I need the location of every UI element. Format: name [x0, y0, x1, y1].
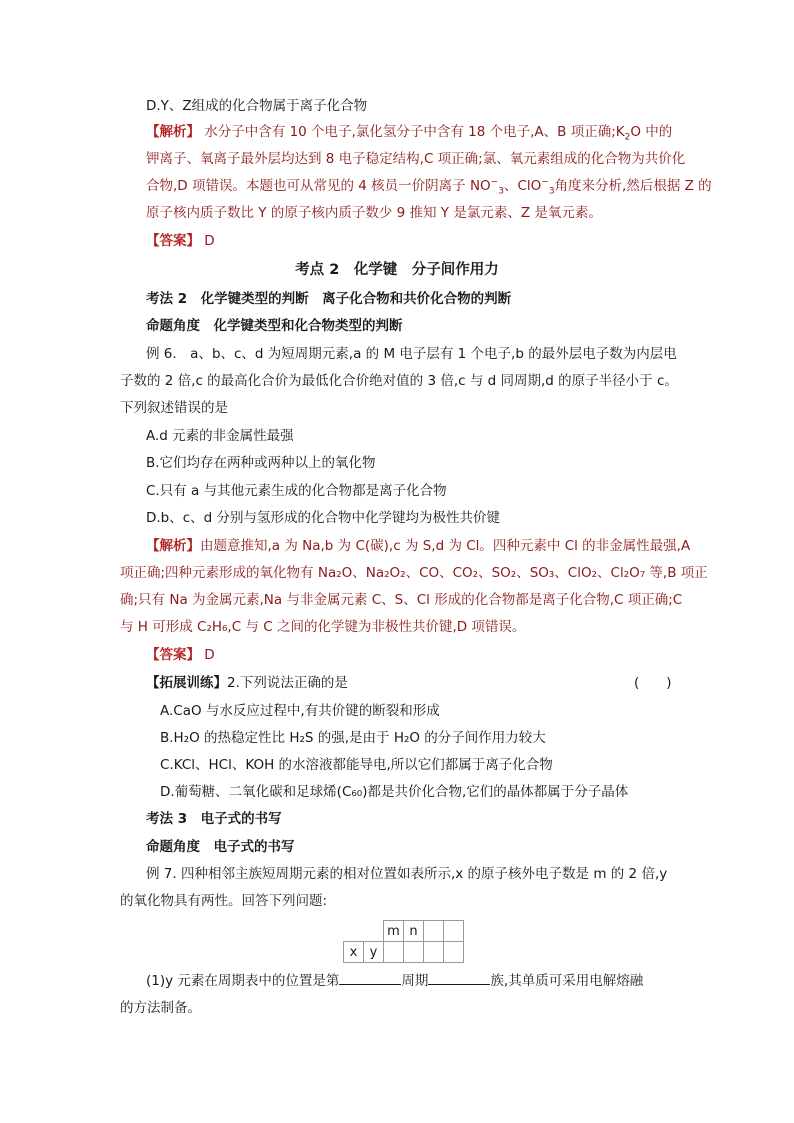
- example-6-option-c: C.只有 a 与其他元素生成的化合物都是离子化合物: [146, 483, 447, 499]
- table-cell: [404, 942, 424, 963]
- method-2-heading: 考法 2 化学键类型的判断 离子化合物和共价化合物的判断: [146, 291, 512, 307]
- example-6-option-a: A.d 元素的非金属性最强: [146, 428, 294, 444]
- analysis-line-2: 钾离子、氧离子最外层均达到 8 电子稳定结构,C 项正确;氯、氧元素组成的化合物为共价化: [146, 151, 686, 167]
- example-7-line-1: 例 7. 四种相邻主族短周期元素的相对位置如表所示,x 的原子核外电子数是 m 的 2 倍,y: [146, 866, 668, 882]
- table-cell: n: [404, 921, 424, 942]
- answer-value: D: [204, 647, 215, 663]
- example-7-question-1: (1)y 元素在周期表中的位置是第 周期 族,其单质可采用电解熔融: [146, 970, 643, 991]
- answer-blank-period[interactable]: [339, 970, 401, 985]
- analysis-tag: 【解析】: [146, 538, 200, 554]
- analysis-line-4: 原子核内质子数比 Y 的原子核内质子数少 9 推知 Y 是氯元素、Z 是氧元素。: [146, 205, 602, 221]
- example-6-analysis-line-3: 确;只有 Na 为金属元素,Na 与非金属元素 C、S、Cl 形成的化合物都是离子化合物,C 项正确;C: [120, 592, 683, 608]
- table-cell: [384, 942, 404, 963]
- example-6-analysis-line-4: 与 H 可形成 C₂H₆,C 与 C 之间的化学键为非极性共价键,D 项错误。: [120, 619, 526, 635]
- example-6-analysis-line-2: 项正确;四种元素形成的氧化物有 Na₂O、Na₂O₂、CO、CO₂、SO₂、SO₃、ClO₂、Cl₂O₇ 等,B 项正: [120, 565, 708, 581]
- answer-tag: 【答案】: [146, 233, 200, 249]
- answer-value: D: [204, 233, 215, 249]
- table-cell: [424, 942, 444, 963]
- extension-option-d: D.葡萄糖、二氧化碳和足球烯(C₆₀)都是共价化合物,它们的晶体都属于分子晶体: [160, 784, 629, 800]
- extension-option-c: C.KCl、HCl、KOH 的水溶液都能导电,所以它们都属于离子化合物: [160, 757, 553, 773]
- example-6-line-1: 例 6. a、b、c、d 为短周期元素,a 的 M 电子层有 1 个电子,b 的最外层电子数为内层电: [146, 346, 677, 362]
- answer-line: [146, 231, 215, 251]
- extension-option-b: B.H₂O 的热稳定性比 H₂S 的强,是由于 H₂O 的分子间作用力较大: [160, 730, 546, 746]
- table-cell: y: [364, 942, 384, 963]
- periodic-position-table: [343, 920, 464, 963]
- method-3-heading: 考法 3 电子式的书写: [146, 811, 282, 827]
- table-cell: [424, 921, 444, 942]
- example-6-analysis-line-1: 【解析】由题意推知,a 为 Na,b 为 C(碳),c 为 S,d 为 Cl。四种元素中 Cl 的非金属性最强,A: [146, 538, 691, 554]
- method-3-angle: 命题角度 电子式的书写: [146, 839, 295, 855]
- example-6-answer-line: [146, 645, 215, 665]
- table-cell: [444, 942, 464, 963]
- table-row: [344, 921, 464, 942]
- table-cell: [364, 921, 384, 942]
- analysis-line-1: 【解析】 水分子中含有 10 个电子,氯化氢分子中含有 18 个电子,A、B 项正确$;K_2O$ 中的: [146, 124, 673, 143]
- table-cell: x: [344, 942, 364, 963]
- option-d: D.Y、Z组成的化合物属于离子化合物: [146, 98, 368, 114]
- table-cell: [444, 921, 464, 942]
- table-row: [344, 942, 464, 963]
- table-cell: [344, 921, 364, 942]
- table-cell: m: [384, 921, 404, 942]
- example-6-line-3: 下列叙述错误的是: [120, 400, 228, 416]
- answer-parentheses: ( ): [634, 675, 672, 691]
- example-6-line-2: 子数的 2 倍,c 的最高化合价为最低化合价绝对值的 3 倍,c 与 d 同周期,d 的原子半径小于 c。: [120, 373, 678, 389]
- answer-blank-group[interactable]: [428, 970, 490, 985]
- example-7-line-2: 的氧化物具有两性。回答下列问题:: [120, 893, 328, 909]
- section-title: 考点 2 化学键 分子间作用力: [295, 262, 499, 278]
- answer-tag: 【答案】: [146, 647, 200, 663]
- analysis-line-3: 合物,D 项错误。本题也可从常见的 4 核员一价阴离子 $NO^-_3$、ClO−$_3$角度来分析,然后根据 Z 的: [146, 177, 712, 197]
- extension-question: 【拓展训练】2.下列说法正确的是: [146, 675, 348, 691]
- method-2-angle: 命题角度 化学键类型和化合物类型的判断: [146, 318, 403, 334]
- example-6-option-d: D.b、c、d 分别与氢形成的化合物中化学键均为极性共价键: [146, 510, 501, 526]
- extension-tag: 【拓展训练】: [146, 675, 227, 691]
- analysis-tag: 【解析】: [146, 124, 200, 140]
- example-6-option-b: B.它们均存在两种或两种以上的氧化物: [146, 455, 376, 471]
- extension-option-a: A.CaO 与水反应过程中,有共价键的断裂和形成: [160, 703, 440, 719]
- example-7-question-1-cont: 的方法制备。: [120, 1000, 201, 1016]
